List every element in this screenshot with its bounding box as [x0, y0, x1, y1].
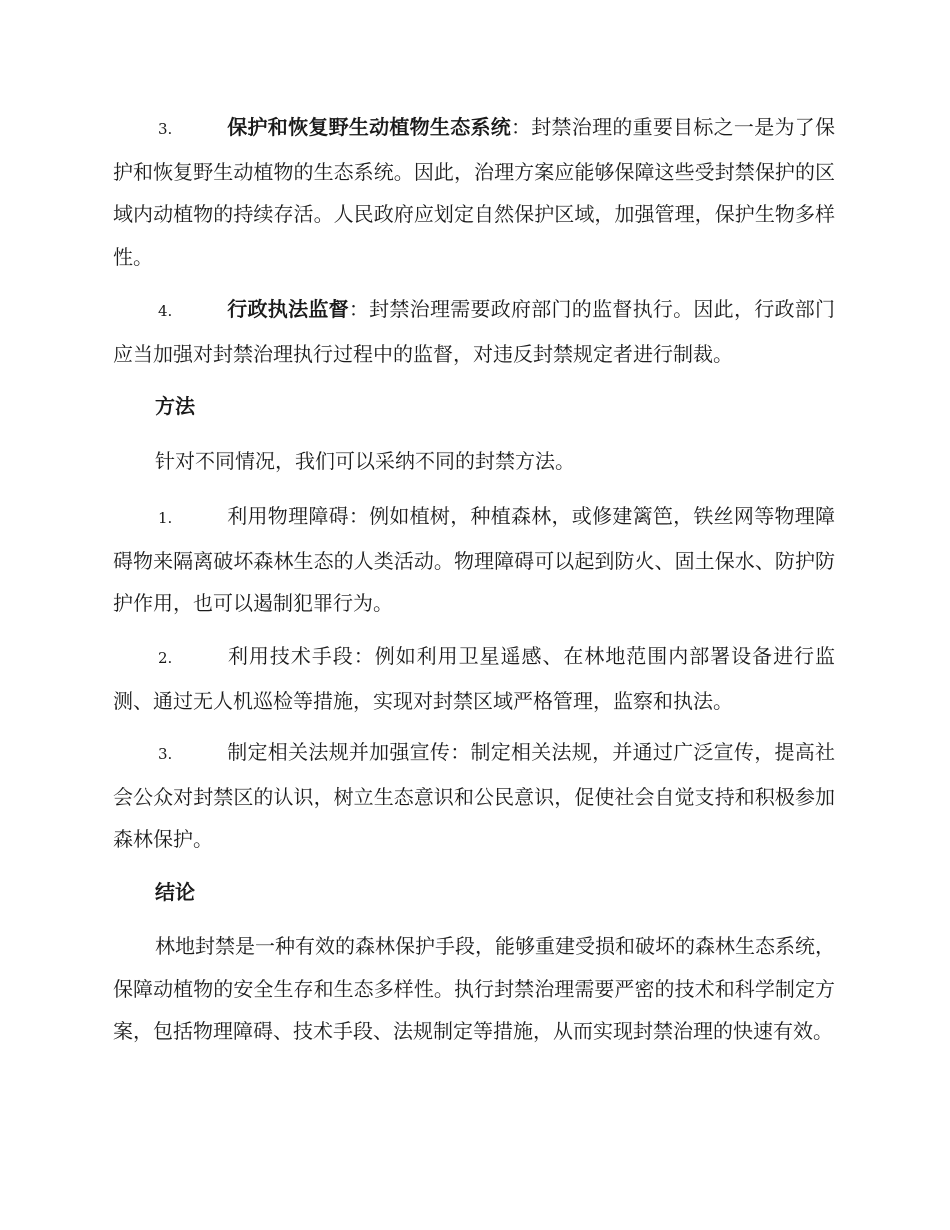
- methods-intro: 针对不同情况，我们可以采纳不同的封禁方法。: [155, 449, 575, 473]
- list-item-text: ：封禁治理需要政府部门的监督执行。因此，行政部门应当加强对封禁治理执行过程中的监督，对违反封禁规定者进行制裁。: [113, 297, 836, 366]
- section-heading-conclusion: 结论: [155, 880, 195, 904]
- list-item-text: 制定相关法规并加强宣传：制定相关法规，并通过广泛宣传，提高社会公众对封禁区的认识，树立生态意识和公民意识，促使社会自觉支持和积极参加森林保护。: [113, 740, 835, 851]
- method-item-technical: [113, 635, 835, 722]
- list-item-title: 保护和恢复野生动植物生态系统: [227, 115, 511, 139]
- method-item-physical: [113, 495, 835, 625]
- list-number: 2.: [158, 649, 173, 667]
- list-item-protect-ecosystem: [113, 106, 835, 278]
- conclusion-text: 林地封禁是一种有效的森林保护手段，能够重建受损和破坏的森林生态系统，保障动植物的安全生存和生态多样性。执行封禁治理需要严密的技术和科学制定方案，包括物理障碍、技术手段、法规制定等措施，从而实现封禁治理的快速有效。: [113, 934, 835, 1043]
- list-number: 4.: [158, 302, 173, 320]
- method-item-regulation: [113, 731, 835, 861]
- list-item-text: 利用物理障碍：例如植树，种植森林，或修建篱笆，铁丝网等物理障碍物来隔离破坏森林生态的人类活动。物理障碍可以起到防火、固土保水、防护防护作用，也可以遏制犯罪行为。: [113, 504, 835, 615]
- section-heading-methods: 方法: [155, 394, 195, 418]
- list-item-title: 行政执法监督: [227, 297, 349, 321]
- list-number: 3.: [158, 745, 173, 763]
- list-number: 3.: [158, 120, 173, 138]
- list-item-text: 利用技术手段：例如利用卫星遥感、在林地范围内部署设备进行监测、通过无人机巡检等措施，实现对封禁区域严格管理，监察和执法。: [113, 644, 835, 713]
- list-item-enforcement: [113, 288, 835, 375]
- list-number: 1.: [158, 509, 173, 527]
- list-item-text: ：封禁治理的重要目标之一是为了保护和恢复野生动植物的生态系统。因此，治理方案应能够保障这些受封禁保护的区域内动植物的持续存活。人民政府应划定自然保护区域，加强管理，保护生物多样性。: [113, 115, 835, 269]
